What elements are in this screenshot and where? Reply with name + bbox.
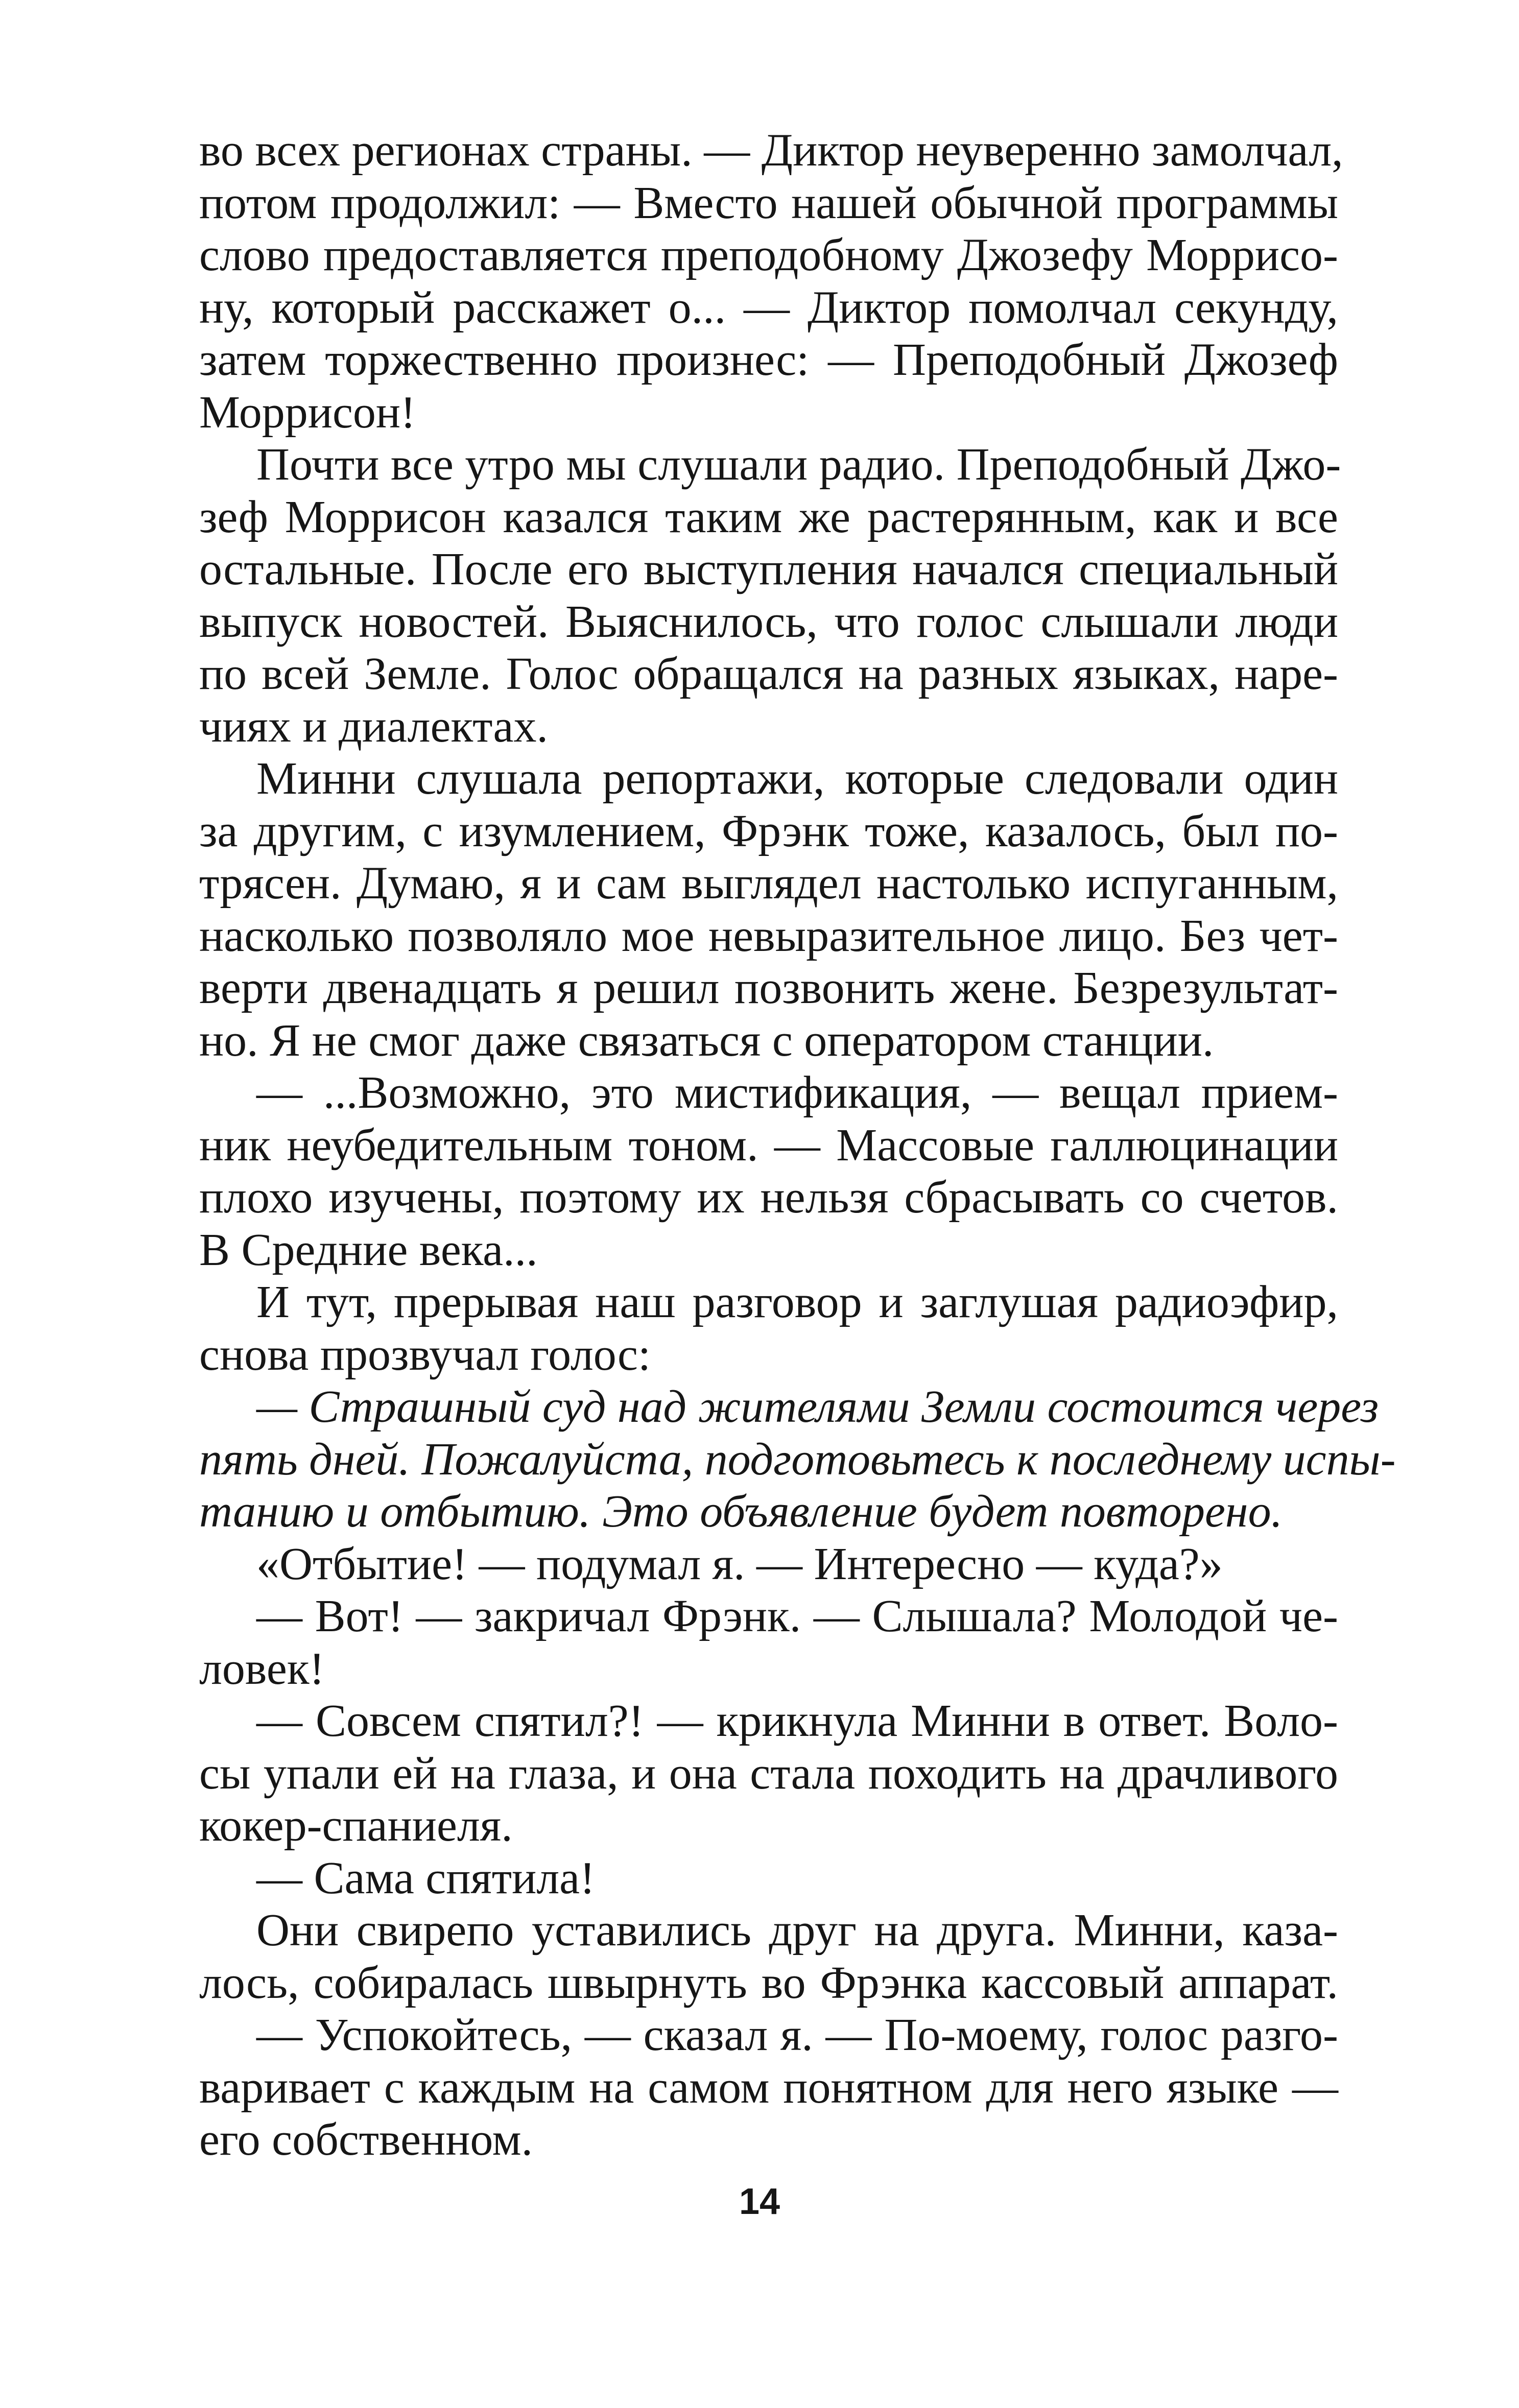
text-line: по всей Земле. Голос обращался на разных языках, наре- — [199, 649, 1338, 699]
text-line: — Вот! — закричал Фрэнк. — Слышала? Молодой че- — [256, 1591, 1338, 1641]
text-line: танию и отбытию. Это объявление будет повторено. — [199, 1486, 1283, 1537]
text-line: кокер-спаниеля. — [199, 1800, 513, 1851]
text-line: остальные. После его выступления начался специальный — [199, 544, 1338, 594]
text-line: насколько позволяло мое невыразительное лицо. Без чет- — [199, 910, 1338, 961]
text-line: Моррисон! — [199, 387, 416, 438]
text-line: — Сама спятила! — [256, 1852, 596, 1903]
text-line: слово предоставляется преподобному Джозефу Моррисо- — [199, 230, 1338, 280]
text-line: «Отбытие! — подумал я. — Интересно — куда?» — [256, 1538, 1223, 1589]
text-line: В Средние века... — [199, 1224, 538, 1275]
text-line: затем торжественно произнес: — Преподобный Джозеф — [199, 335, 1338, 385]
text-line: во всех регионах страны. — Диктор неуверенно замолчал, — [199, 125, 1343, 176]
text-line: плохо изучены, поэтому их нельзя сбрасывать со счетов. — [199, 1172, 1338, 1223]
text-line: но. Я не смог даже связаться с оператором станции. — [199, 1015, 1214, 1066]
text-line: лось, собиралась швырнуть во Фрэнка кассовый аппарат. — [199, 1957, 1338, 2008]
text-line: — Страшный суд над жителями Земли состоится через — [256, 1381, 1379, 1432]
text-line: сы упали ей на глаза, и она стала походить на драчливого — [199, 1748, 1338, 1799]
text-line: чиях и диалектах. — [199, 701, 548, 752]
text-line: пять дней. Пожалуйста, подготовьтесь к последнему испы- — [199, 1434, 1396, 1485]
text-line: ник неубедительным тоном. — Массовые галлюцинации — [199, 1119, 1338, 1171]
text-line: Почти все утро мы слушали радио. Преподобный Джо- — [256, 439, 1341, 490]
text-line: варивает с каждым на самом понятном для него языке — — [199, 2062, 1338, 2113]
text-line: зеф Моррисон казался таким же растерянным, как и все — [199, 491, 1338, 542]
text-line: Минни слушала репортажи, которые следовали один — [256, 753, 1338, 804]
text-line: — Успокойтесь, — сказал я. — По-моему, голос разго- — [256, 2010, 1338, 2060]
text-line: верти двенадцать я решил позвонить жене. Безрезультат- — [199, 963, 1338, 1013]
text-line: — ...Возможно, это мистификация, — вещал прием- — [256, 1067, 1338, 1118]
text-line: выпуск новостей. Выяснилось, что голос слышали люди — [199, 596, 1338, 647]
text-line: ловек! — [199, 1643, 325, 1694]
text-line: потом продолжил: — Вместо нашей обычной программы — [199, 177, 1338, 228]
page-number: 14 — [739, 2181, 780, 2222]
body-text — [199, 125, 1396, 2166]
text-line: его собственном. — [199, 2114, 533, 2165]
text-line: за другим, с изумлением, Фрэнк тоже, казалось, был по- — [199, 805, 1338, 856]
text-line: трясен. Думаю, я и сам выглядел настолько испуганным, — [199, 858, 1338, 909]
text-line: И тут, прерывая наш разговор и заглушая радиоэфир, — [256, 1277, 1338, 1327]
text-line: — Совсем спятил?! — крикнула Минни в ответ. Воло- — [256, 1696, 1338, 1746]
text-line: снова прозвучал голос: — [199, 1329, 651, 1380]
text-line: ну, который расскажет о... — Диктор помолчал секунду, — [199, 282, 1338, 333]
text-line: Они свирепо уставились друг на друга. Минни, каза- — [256, 1905, 1338, 1956]
